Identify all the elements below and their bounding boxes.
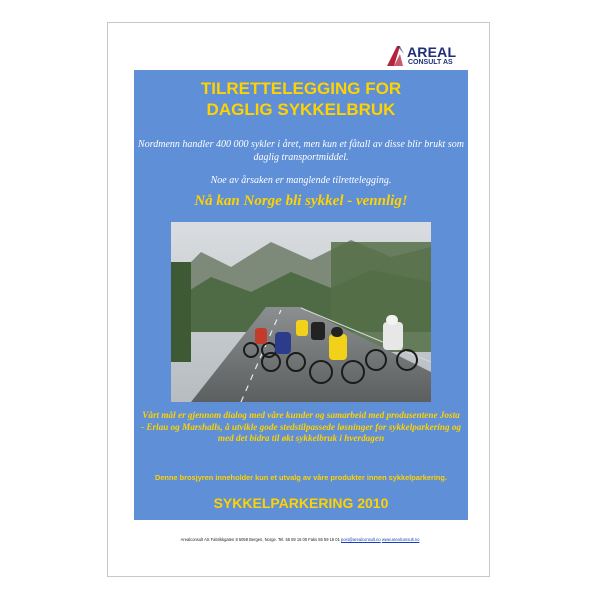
poster-footer-title: SYKKELPARKERING 2010 <box>213 495 389 511</box>
poster-title-line2: DAGLIG SYKKELBRUK <box>206 100 396 119</box>
brochure-note: Denne brosjyren inneholder kun et utvalg av våre produkter innen sykkelparkering. <box>154 473 448 482</box>
poster-title-line1: TILRETTELEGGING FOR <box>200 79 402 98</box>
areal-consult-logo <box>385 44 477 70</box>
cyclists-photo <box>171 222 431 402</box>
intro-paragraph: Nordmenn handler 400 000 sykler i året, men kun et fåtall av disse blir brukt som daglig transportmiddel. <box>138 139 464 163</box>
goal-paragraph: Vårt mål er gjennom dialog med våre kunder og samarbeid med produsentene Josta - Erlau og Marshalls, å utvikle gode stedstilpassede løsninger for sykkelparkering og med det bidra til økt sykkelbruk i hverdagen <box>140 410 462 444</box>
slogan: Nå kan Norge bli sykkel - vennlig! <box>194 193 408 209</box>
logo-mark-icon <box>385 44 407 68</box>
address-line <box>150 537 450 542</box>
logo-subtitle: CONSULT AS <box>408 59 453 66</box>
address-text: Arealconsult AS Fabrikkgaten 8 5059 Bergen, Norge. Tel. 55 59 16 00 Faks 55 59 16 01 <box>180 537 340 542</box>
poster-panel <box>134 70 468 520</box>
email-link[interactable]: post@arealconsult.no <box>341 537 381 542</box>
website-link[interactable]: www.arealconsult.no <box>381 537 420 542</box>
intro-reason: Noe av årsaken er manglende tilrettelegging. <box>210 175 392 186</box>
logo-name: AREAL <box>407 44 457 60</box>
